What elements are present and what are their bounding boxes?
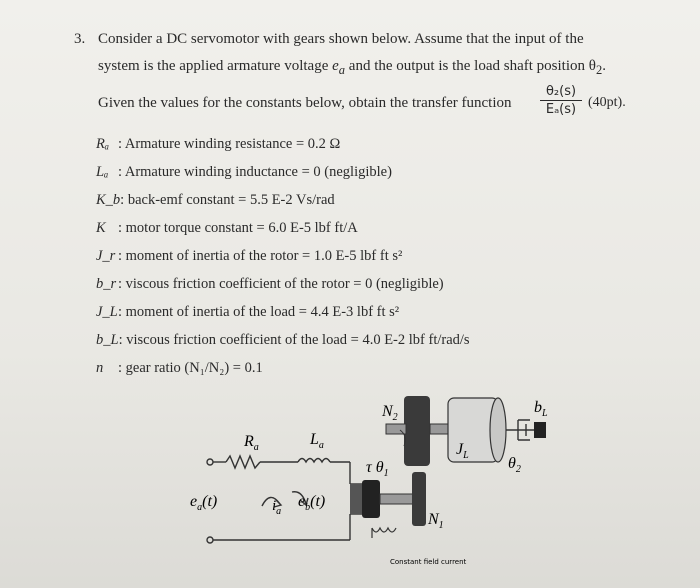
constant-text: : moment of inertia of the rotor = 1.0 E-5 lbf ft s² xyxy=(118,248,403,264)
label-la: $L_a$ xyxy=(310,431,324,451)
field-coil xyxy=(372,528,396,538)
label-jl: $J_L$ xyxy=(456,441,469,461)
constant-jr xyxy=(96,248,402,265)
label-n2: $N_2$ xyxy=(382,403,398,423)
terminal-top xyxy=(207,459,213,465)
constant-text: : motor torque constant = 6.0 E-5 lbf ft/A xyxy=(118,220,358,236)
terminal-bottom xyxy=(207,537,213,543)
label-theta2: $\theta_2$ xyxy=(508,455,521,475)
constant-text: : back-emf constant = 5.5 E-2 Vs/rad xyxy=(120,192,335,208)
output-shaft-mid xyxy=(430,424,450,434)
motor-shaft xyxy=(380,494,414,504)
constant-text: : Armature winding inductance = 0 (negligible) xyxy=(118,164,392,180)
constant-symbol: Lₐ xyxy=(96,164,109,180)
constant-text: : Armature winding resistance = 0.2 Ω xyxy=(118,136,341,152)
label-eb: $e_b(t)$ xyxy=(298,493,326,513)
constant-symbol: J_r xyxy=(96,248,116,264)
constant-ra xyxy=(96,136,340,153)
transfer-function xyxy=(538,84,584,117)
constant-symbol: n xyxy=(96,360,104,376)
label-bl: $b_L$ xyxy=(534,399,548,419)
inductor-symbol xyxy=(298,459,330,463)
problem-line-3: Given the values for the constants below, obtain the transfer function xyxy=(98,95,512,111)
constant-symbol: K xyxy=(96,220,106,236)
motor-rotor xyxy=(362,480,380,518)
constant-symbol: b_L xyxy=(96,332,119,348)
label-tau-theta: τ $\theta_1$ xyxy=(366,459,389,479)
servomotor-diagram xyxy=(190,388,570,578)
points-label: (40pt). xyxy=(588,95,626,110)
constant-n xyxy=(96,360,263,377)
problem-line-1: Consider a DC servomotor with gears shown below. Assume that the input of the xyxy=(98,31,584,47)
resistor-symbol xyxy=(226,456,260,468)
label-n1: $N_1$ xyxy=(428,511,444,531)
constant-text: : moment of inertia of the load = 4.4 E-3 lbf ft s² xyxy=(118,304,400,320)
gear-n1 xyxy=(412,472,426,526)
label-ra: $R_a$ xyxy=(244,433,259,453)
constant-kb xyxy=(96,192,335,209)
tf-numerator: θ₂(s) xyxy=(545,84,577,99)
constant-jl xyxy=(96,304,399,321)
constant-la xyxy=(96,164,392,181)
label-ea: $e_a(t)$ xyxy=(190,493,218,513)
label-ia: $i_a$ xyxy=(272,498,282,517)
label-field-note: Constant field current xyxy=(390,558,467,566)
constant-k xyxy=(96,220,358,237)
constant-symbol: K_b xyxy=(96,192,121,208)
damper-ground xyxy=(534,422,546,438)
constant-symbol: Rₐ xyxy=(96,136,110,152)
constant-text: : viscous friction coefficient of the rotor = 0 (negligible) xyxy=(118,276,444,292)
constant-bl xyxy=(96,332,470,349)
problem-number: 3. xyxy=(74,31,86,47)
constant-text: : gear ratio (N₁/N₂) = 0.1 xyxy=(118,360,263,376)
constant-text: : viscous friction coefficient of the load = 4.0 E-2 lbf ft/rad/s xyxy=(118,332,470,348)
tf-denominator: Eₐ(s) xyxy=(545,102,577,117)
constant-symbol: J_L xyxy=(96,304,118,320)
problem-line-2: system is the applied armature voltage $e_a$ and the output is the load shaft position $\theta_2$. xyxy=(98,58,606,77)
gear-n2 xyxy=(404,396,430,466)
constant-br xyxy=(96,276,444,293)
constant-symbol: b_r xyxy=(96,276,117,292)
